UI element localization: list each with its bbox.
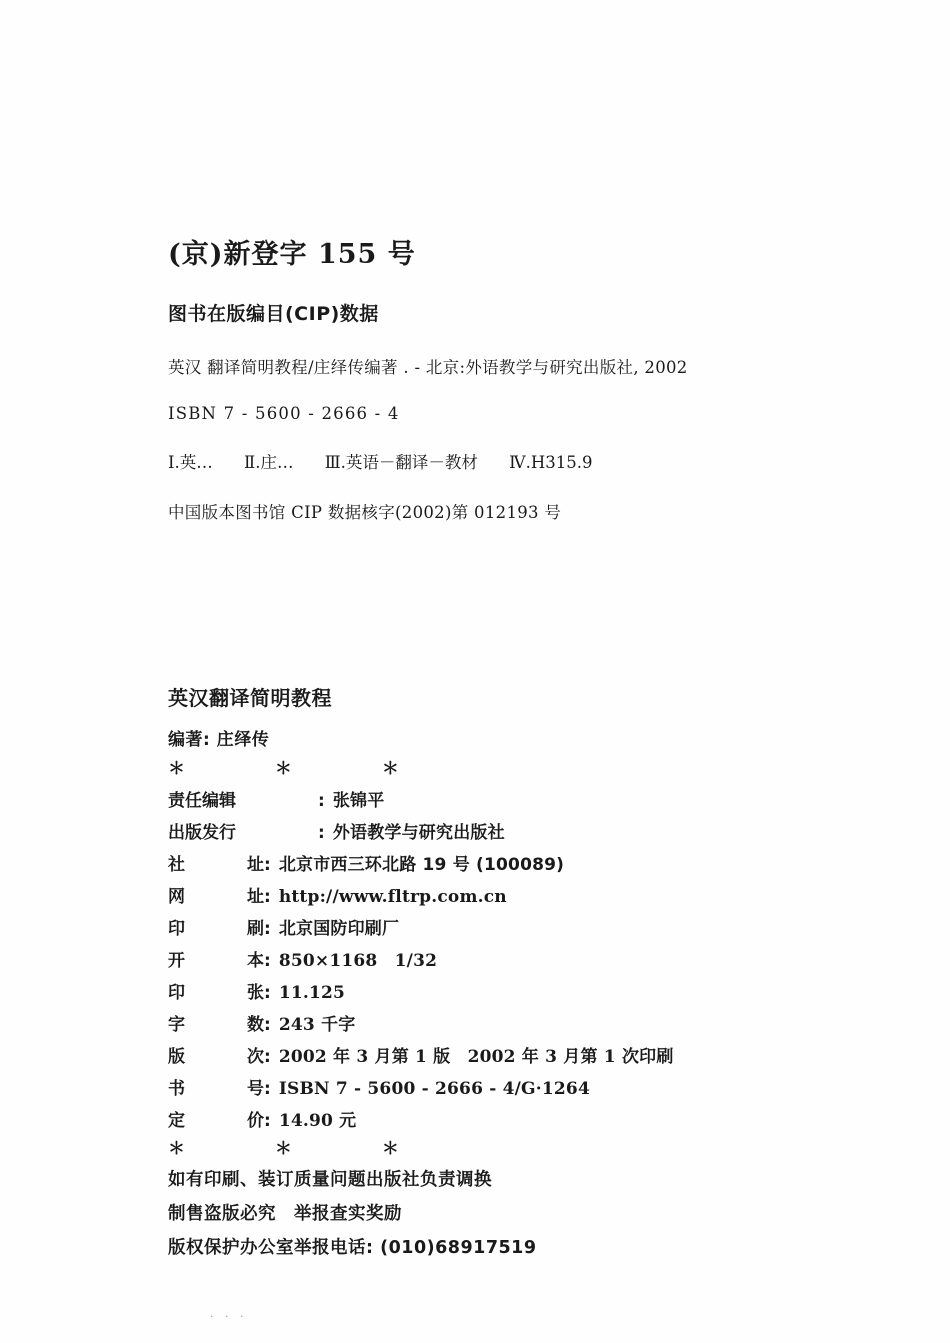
detail-separator: : — [264, 887, 271, 907]
detail-value: 850×1168 1/32 — [278, 951, 438, 971]
star-divider-bottom: ＊ ＊ ＊ — [168, 1139, 441, 1159]
detail-row — [168, 1074, 868, 1099]
classification-item-2: Ⅱ.庄… — [244, 453, 294, 472]
detail-label — [168, 1106, 264, 1131]
detail-value: 外语教学与研究出版社 — [332, 823, 505, 843]
detail-value: 张锦平 — [332, 791, 385, 811]
detail-value: 北京国防印刷厂 — [278, 919, 400, 939]
detail-label — [168, 786, 318, 811]
detail-value: 14.90 元 — [278, 1111, 357, 1131]
cip-core-number: 中国版本图书馆 CIP 数据核字(2002)第 012193 号 — [168, 503, 562, 522]
detail-label — [168, 914, 264, 939]
detail-separator: : — [264, 1047, 271, 1067]
detail-value: 11.125 — [278, 983, 346, 1003]
detail-label — [168, 882, 264, 907]
publication-details-list — [168, 786, 868, 1131]
cip-block — [168, 232, 868, 523]
detail-label-part: 号 — [247, 1079, 264, 1099]
detail-label-part: 定 — [168, 1111, 185, 1131]
detail-separator: : — [264, 919, 271, 939]
detail-label-part: 责任编辑 — [168, 791, 236, 811]
detail-value: http://www.fltrp.com.cn — [278, 887, 507, 907]
cip-classification — [168, 449, 868, 473]
detail-row — [168, 1042, 868, 1067]
detail-row — [168, 818, 868, 843]
registration-number: (京)新登字 155 号 — [168, 239, 416, 270]
detail-value: 2002 年 3 月第 1 版 2002 年 3 月第 1 次印刷 — [278, 1047, 674, 1067]
detail-separator: : — [318, 791, 325, 811]
detail-label-part: 印 — [168, 919, 185, 939]
detail-label-part: 版 — [168, 1047, 185, 1067]
detail-label-part: 价 — [247, 1111, 264, 1131]
detail-separator: : — [264, 1111, 271, 1131]
detail-row — [168, 850, 868, 875]
detail-label-part: 网 — [168, 887, 185, 907]
detail-label-part: 开 — [168, 951, 185, 971]
detail-label-part: 址 — [247, 887, 264, 907]
book-author: 编著: 庄绎传 — [168, 730, 270, 750]
detail-label — [168, 978, 264, 1003]
detail-separator: : — [264, 855, 271, 875]
book-title: 英汉翻译简明教程 — [168, 686, 332, 710]
detail-label-part: 书 — [168, 1079, 185, 1099]
detail-label-part: 址 — [247, 855, 264, 875]
detail-row — [168, 1010, 868, 1035]
detail-label — [168, 1074, 264, 1099]
cip-entry: 英汉 翻译简明教程/庄绎传编著 . - 北京:外语教学与研究出版社, 2002 — [168, 358, 688, 377]
piracy-note: 制售盗版必究 举报查实奖励 — [168, 1204, 402, 1224]
quality-note: 如有印刷、装订质量问题出版社负责调换 — [168, 1170, 492, 1190]
detail-row — [168, 1106, 868, 1131]
detail-label-part: 印 — [168, 983, 185, 1003]
classification-item-4: Ⅳ.H315.9 — [509, 453, 593, 472]
page-footer-mark: · · · — [210, 1310, 248, 1323]
detail-separator: : — [264, 951, 271, 971]
cip-section-title: 图书在版编目(CIP)数据 — [168, 303, 379, 325]
detail-separator: : — [318, 823, 325, 843]
detail-label-part: 次 — [247, 1047, 264, 1067]
detail-row — [168, 978, 868, 1003]
detail-row — [168, 882, 868, 907]
colophon-block — [168, 682, 868, 1268]
copyright-hotline-note: 版权保护办公室举报电话: (010)68917519 — [168, 1238, 537, 1258]
detail-label — [168, 946, 264, 971]
classification-item-3: Ⅲ.英语－翻译－教材 — [324, 453, 478, 472]
detail-label — [168, 1042, 264, 1067]
detail-row — [168, 914, 868, 939]
detail-label-part: 数 — [247, 1015, 264, 1035]
detail-value: 243 千字 — [278, 1015, 356, 1035]
detail-label-part: 本 — [247, 951, 264, 971]
detail-value: ISBN 7 - 5600 - 2666 - 4/G·1264 — [278, 1079, 590, 1099]
detail-separator: : — [264, 1079, 271, 1099]
detail-value: 北京市西三环北路 19 号 (100089) — [278, 855, 565, 875]
detail-label — [168, 1010, 264, 1035]
detail-label-part: 社 — [168, 855, 185, 875]
classification-item-1: Ⅰ.英… — [168, 453, 213, 472]
detail-row — [168, 786, 868, 811]
detail-label-part: 张 — [247, 983, 264, 1003]
star-divider-top: ＊ ＊ ＊ — [168, 759, 441, 779]
detail-label — [168, 818, 318, 843]
detail-separator: : — [264, 1015, 271, 1035]
detail-label — [168, 850, 264, 875]
cip-isbn: ISBN 7 - 5600 - 2666 - 4 — [168, 404, 400, 423]
detail-label-part: 出版发行 — [168, 823, 236, 843]
detail-row — [168, 946, 868, 971]
detail-separator: : — [264, 983, 271, 1003]
detail-label-part: 刷 — [247, 919, 264, 939]
detail-label-part: 字 — [168, 1015, 185, 1035]
